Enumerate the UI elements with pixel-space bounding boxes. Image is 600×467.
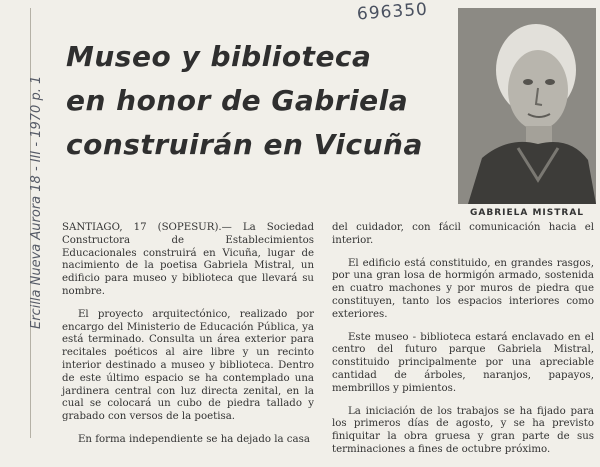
catalog-number: 696350 [356, 0, 429, 25]
headline-line-2: en honor de Gabriela [66, 84, 409, 117]
portrait-image [458, 8, 596, 204]
paragraph: del cuidador, con fácil comunicación hacia el interior. [332, 222, 594, 246]
headline-line-3: construirán en Vicuña [66, 128, 423, 161]
portrait-photo [458, 8, 596, 204]
article-headline [62, 38, 442, 164]
headline-line-1: Museo y biblioteca [66, 40, 372, 73]
paragraph: El edificio está constituido, en grandes rasgos, por una gran losa de hormigón armado, sostenida en cuatro machones y por muros de piedra que constituyen, tanto los espacios interiores como exteriores. [332, 257, 594, 320]
photo-caption: GABRIELA MISTRAL [469, 208, 585, 218]
paragraph: El proyecto arquitectónico, realizado por encargo del Ministerio de Educación Pública, ya está terminado. Consulta un área exterior para recitales poéticos al aire libre y un recinto interior destinado a museo y biblioteca. Dentro de este último espacio se ha contemplado una jardinera central con luz directa zenital, en la cual se colocará un cubo de piedra tallado y grabado con versos de la poetisa. [62, 308, 314, 423]
paragraph: SANTIAGO, 17 (SOPESUR).— La Sociedad Constructora de Establecimientos Educacionales construirá en Vicuña, lugar de nacimiento de la poetisa Gabriela Mistral, un edificio para museo y biblioteca que llevará su nombre. [62, 222, 314, 297]
handwritten-margin-note: Ercilla Nueva Aurora 18 - III - 1970 p. 1 [29, 75, 44, 329]
paragraph: En forma independiente se ha dejado la casa [78, 433, 310, 445]
paragraph: La iniciación de los trabajos se ha fijado para los primeros días de agosto, y se ha previsto finiquitar la obra gruesa y gran parte de sus terminaciones a fines de octubre próximo. [332, 405, 594, 455]
paragraph: Este museo - biblioteca estará enclavado en el centro del futuro parque Gabriela Mistral, constituido principalmente por una apreciable cantidad de árboles, naranjos, papayos, membrillos y pimientos. [332, 331, 594, 394]
article-column-right [332, 222, 594, 467]
article-column-left [62, 222, 314, 457]
